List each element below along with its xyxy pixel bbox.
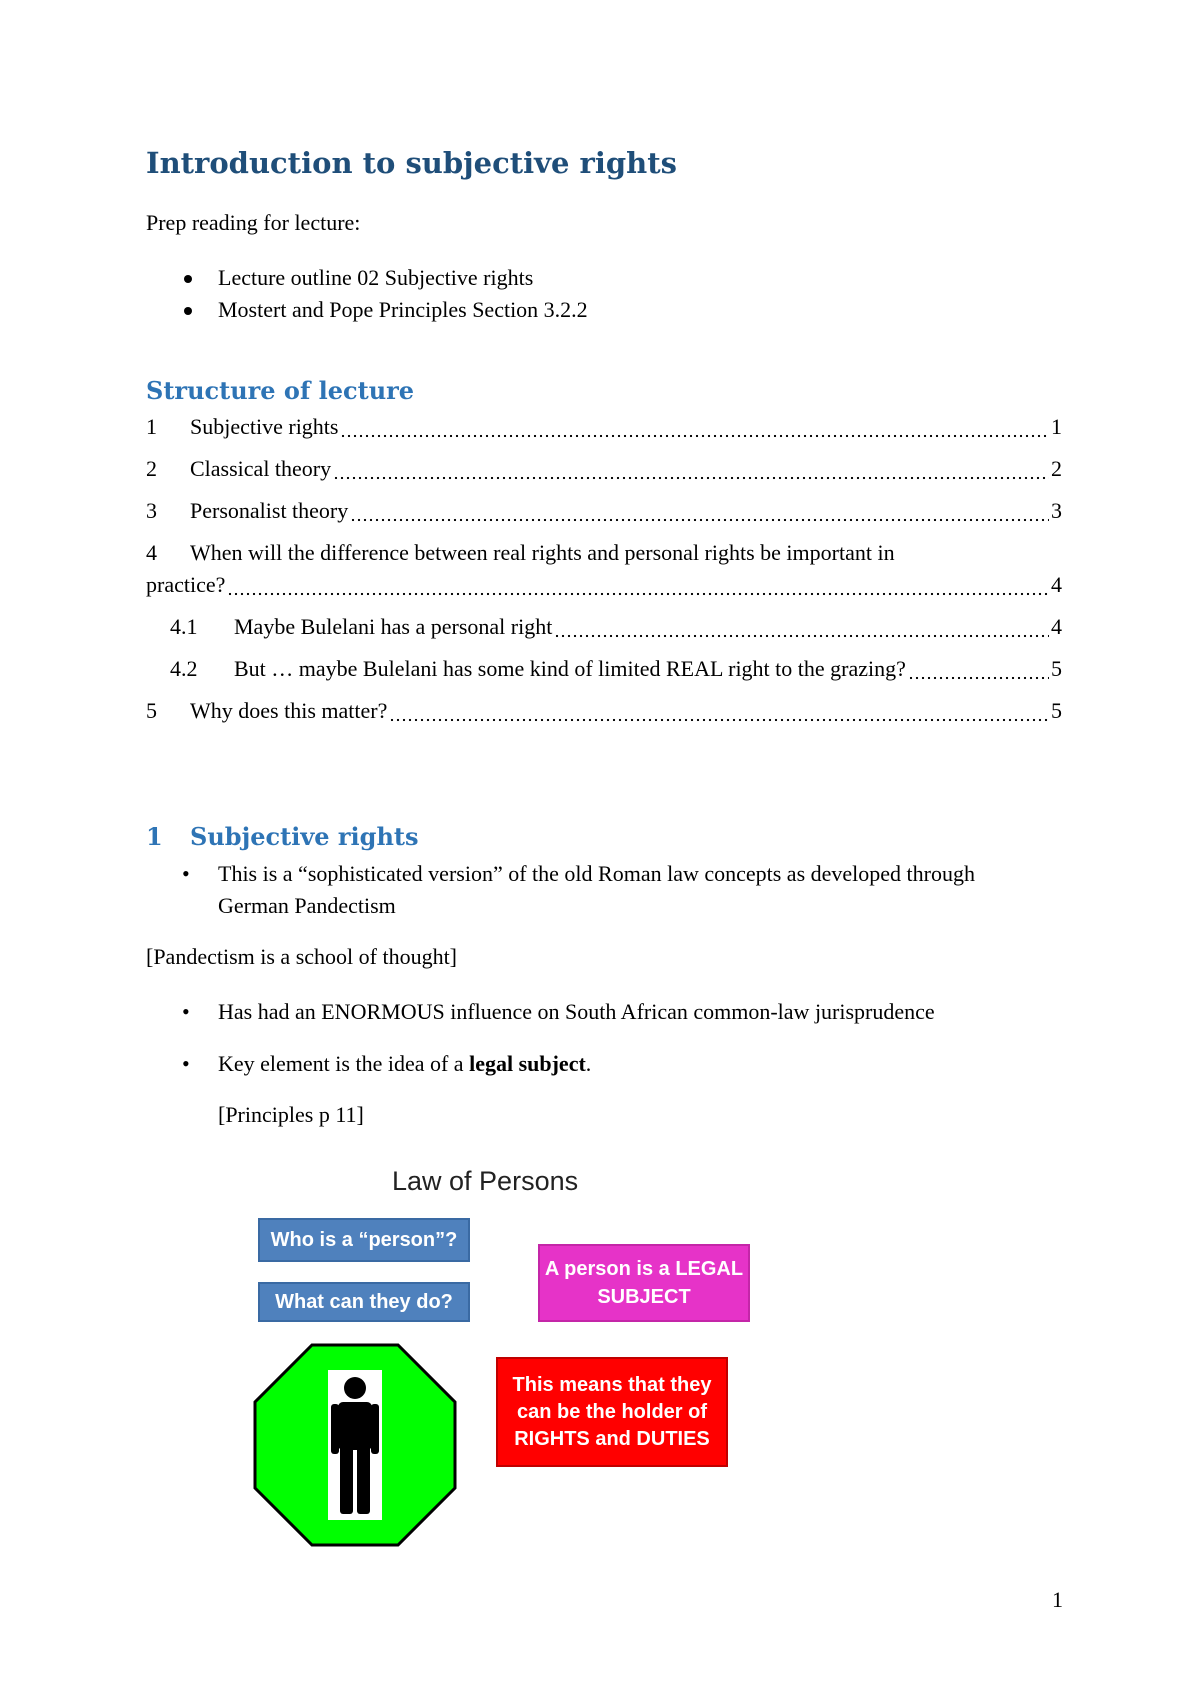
toc-entry[interactable]: 1 Subjective rights 1 (146, 410, 1062, 444)
bullet-list (146, 996, 935, 1028)
toc-entry[interactable]: 2 Classical theory 2 (146, 452, 1062, 486)
toc-entry[interactable]: 4.2 But … maybe Bulelani has some kind of limited REAL right to the grazing? 5 (170, 652, 1062, 686)
legal-subject-box: A person is a LEGAL SUBJECT (538, 1244, 750, 1322)
bullet-icon (184, 307, 192, 315)
page-number: 1 (1052, 1587, 1063, 1612)
toc-entry-continued[interactable]: practice? 4 (146, 568, 1062, 602)
toc-entry[interactable]: 4 When will the difference between real rights and personal rights be important in (146, 540, 895, 565)
rights-and-duties-box: This means that they can be the holder of RIGHTS and DUTIES (496, 1357, 728, 1467)
diagram-title: Law of Persons (392, 1166, 579, 1196)
list-item: • This is a “sophisticated version” of the old Roman law concepts as developed through German Pandectism (146, 858, 975, 922)
page-title: Introduction to subjective rights (146, 146, 677, 180)
structure-heading: Structure of lecture (146, 376, 415, 405)
list-item: • Key element is the idea of a legal subject. (146, 1048, 591, 1080)
note-text: [Pandectism is a school of thought] (146, 944, 458, 969)
toc-entry[interactable]: 4.1 Maybe Bulelani has a personal right 4 (170, 610, 1062, 644)
bullet-icon: • (182, 999, 190, 1024)
legal-subject-term: legal subject (469, 1051, 586, 1076)
list-item: • Has had an ENORMOUS influence on South African common-law jurisprudence (146, 996, 935, 1028)
section-heading: 1 Subjective rights (146, 822, 419, 851)
toc-entry[interactable]: 5 Why does this matter? 5 (146, 694, 1062, 728)
prep-list (146, 262, 588, 326)
bullet-icon (184, 275, 192, 283)
octagon-person-icon (252, 1342, 458, 1548)
list-item: Mostert and Pope Principles Section 3.2.2 (146, 294, 588, 326)
bullet-list (146, 1048, 591, 1080)
prep-label: Prep reading for lecture: (146, 210, 361, 235)
toc-entry[interactable]: 3 Personalist theory 3 (146, 494, 1062, 528)
who-is-person-box: Who is a “person”? (258, 1218, 470, 1262)
reference-text: [Principles p 11] (218, 1102, 364, 1127)
what-can-they-do-box: What can they do? (258, 1282, 470, 1322)
list-item: Lecture outline 02 Subjective rights (146, 262, 588, 294)
bullet-list (146, 858, 975, 922)
bullet-icon: • (182, 861, 190, 886)
bullet-icon: • (182, 1051, 190, 1076)
